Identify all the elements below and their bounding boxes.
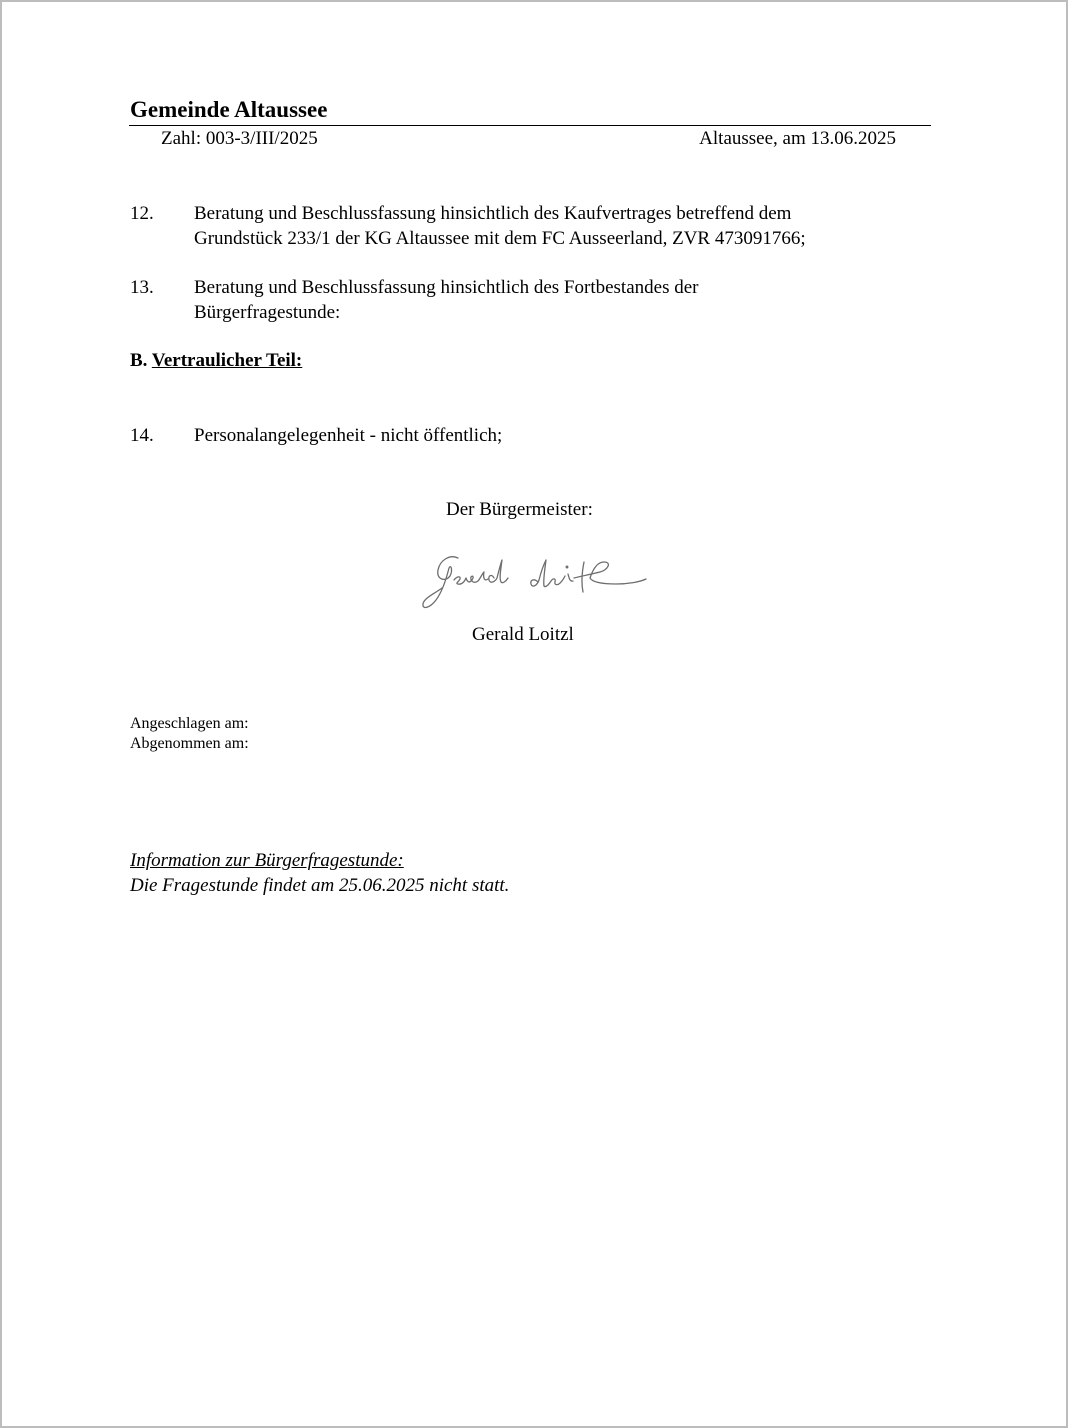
agenda-text-line: Beratung und Beschlussfassung hinsichtlich des Fortbestandes der: [194, 277, 699, 298]
info-text: Die Fragestunde findet am 25.06.2025 nicht statt.: [130, 875, 510, 896]
agenda-text-line: Beratung und Beschlussfassung hinsichtlich des Kaufvertrages betreffend dem: [194, 203, 792, 224]
agenda-number: 13.: [130, 277, 154, 298]
municipality-title: Gemeinde Altaussee: [130, 97, 328, 122]
place-and-date: Altaussee, am 13.06.2025: [699, 128, 896, 149]
posted-on-label: Angeschlagen am:: [130, 715, 249, 732]
agenda-text: [194, 275, 914, 325]
agenda-text: [194, 423, 914, 448]
agenda-text-line: Bürgerfragestunde:: [194, 302, 341, 323]
agenda-text-line: Personalangelegenheit - nicht öffentlich;: [194, 425, 503, 446]
agenda-text-line: Grundstück 233/1 der KG Altaussee mit dem FC Ausseerland, ZVR 473091766;: [194, 228, 806, 249]
agenda-text: [194, 201, 914, 251]
handwritten-signature: [416, 548, 648, 618]
removed-on-label: Abgenommen am:: [130, 735, 249, 752]
posting-notes: [130, 714, 249, 754]
section-b-prefix: B.: [130, 350, 148, 371]
reference-number: Zahl: 003-3/III/2025: [161, 128, 318, 149]
signature-name: Gerald Loitzl: [472, 624, 574, 645]
info-block: [130, 848, 509, 898]
header-divider: [129, 125, 931, 126]
agenda-number: 14.: [130, 425, 154, 446]
info-heading: Information zur Bürgerfragestunde:: [130, 850, 404, 871]
agenda-number: 12.: [130, 203, 154, 224]
section-b-title: Vertraulicher Teil:: [151, 350, 303, 371]
section-b-heading: [130, 348, 302, 373]
signature-role: Der Bürgermeister:: [446, 499, 593, 520]
